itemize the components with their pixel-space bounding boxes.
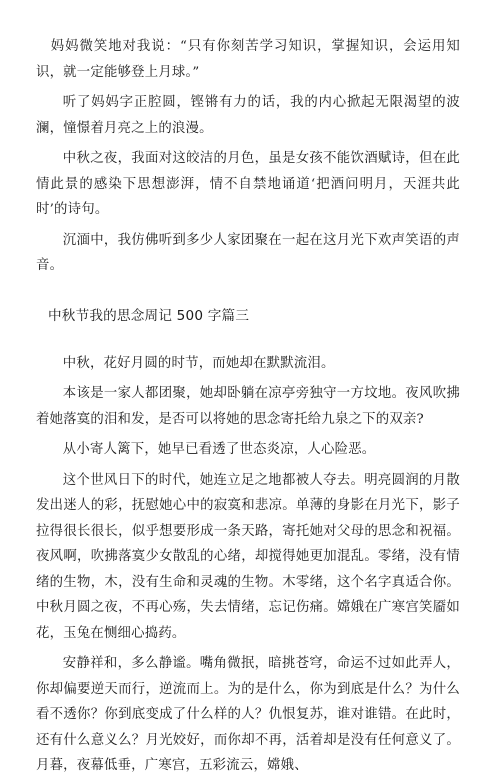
section-title: 中秋节我的思念周记 500 字篇三 xyxy=(48,307,250,324)
paragraph-grave: 本该是一家人都团聚，她却卧躺在凉亭旁独守一方坟地。夜风吹拂着她落寞的泪和发，是否可以将她的思念寄托给九泉之下的双亲? xyxy=(36,386,460,427)
paragraph-tranquil: 安静祥和，多么静谧。嘴角微抿，暗挑苍穹，命运不过如此弄人，你却偏要逆天而行，逆流而上。为的是什么，你为到底是什么？为什么看不透你？你到底变成了什么样的人？仇恨复苏，谁对谁错。在此时，还有什么意义么？月光姣好，而你却不再，活着却是没有任何意义了。月暮，夜幕低垂，广寒宫，五彩流云，嫦娥、 xyxy=(36,656,460,773)
paragraph-mid-autumn-night: 中秋之夜，我面对这皎洁的月色，虽是女孩不能饮酒赋诗，但在此情此景的感染下思想澎湃，情不自禁地诵道‘把酒问明月，天涯共此时’的诗句。 xyxy=(36,151,460,217)
paragraph-mom-speech: 妈妈微笑地对我说：“只有你刻苦学习知识，掌握知识，会运用知识，就一定能够登上月球。” xyxy=(36,39,460,80)
paragraph-immersed: 沉湎中，我仿佛听到多少人家团聚在一起在这月光下欢声笑语的声音。 xyxy=(36,232,460,273)
paragraph-moonlight: 这个世风日下的时代，她连立足之地都被人夺去。明亮圆润的月散发出迷人的彩，抚慰她心中的寂寞和悲凉。单薄的身影在月光下，影子拉得很长很长，似乎想要形成一条天路，寄托她对父母的思念和祝福。夜风啊，吹拂落寞少女散乱的心绪，却搅得她更加混乱。零绪，没有情绪的生物，木，没有生命和灵魂的生物。木零绪，这个名字真适合你。中秋月圆之夜，不再心殇，失去情绪，忘记伤痛。嫦娥在广寒宫笑靥如花，玉兔在恻细心捣药。 xyxy=(36,472,460,641)
paragraph-listening: 听了妈妈字正腔圆，铿锵有力的话，我的内心掀起无限渴望的波澜，憧憬着月亮之上的浪漫。 xyxy=(36,95,460,136)
paragraph-festival-tears: 中秋，花好月圆的时节，而她却在默默流泪。 xyxy=(62,355,335,371)
paragraph-childhood: 从小寄人篱下，她早已看透了世态炎凉，人心险恶。 xyxy=(62,442,376,457)
